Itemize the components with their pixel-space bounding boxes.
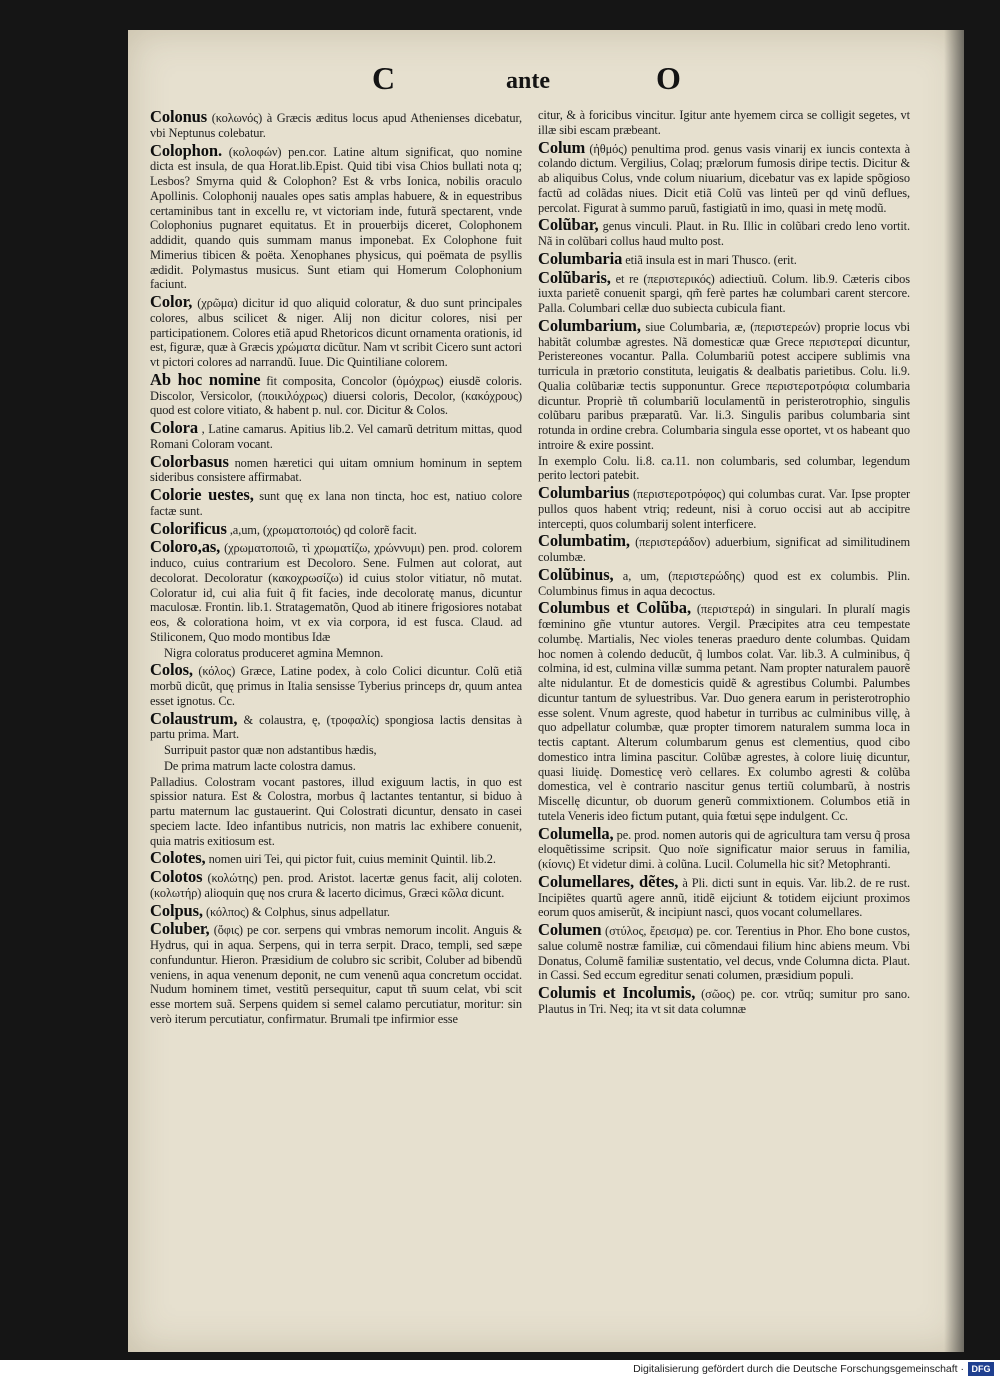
- dictionary-entry: [538, 873, 910, 920]
- dictionary-entry: [150, 486, 522, 519]
- entry-text: etiã insula est in mari Thusco. (erit.: [625, 252, 797, 267]
- entry-headword: Colũbaris,: [538, 267, 611, 287]
- entry-headword: Columbus et Colũba,: [538, 598, 691, 618]
- verse-line: Surripuit pastor quæ non adstantibus hædis,: [164, 743, 377, 757]
- entry-text: fit composita, Concolor (ὁμόχρως) eiusdẽ coloris. Discolor, Versicolor, (ποικιλόχρως) diuersi coloris, Decolor, (κακόχρους) quod est colore vitiato, & habent p. nul. cor. Dicitur & Colos.: [150, 373, 523, 418]
- dictionary-entry: [538, 317, 910, 453]
- entry-text: (χρῶμα) dicitur id quo aliquid coloratur, & duo sunt principales colores, albus scilicet & niger. Alij non dicitur colores, nisi per participationem. Colores etiã apud Rhetoricos dicunt ornamenta orationis, id est, figuræ, quæ à Græcis χρώματα dicũtur. Nam vt scribit Cicero sunt actori vt pictori colores ad narrandũ. Iuue. Dic Quintiliane colorem.: [150, 296, 523, 369]
- entry-text: (κόλος) Græce, Latine podex, à colo Colici dicuntur. Colũ etiã morbũ dicũt, quę primus in Italia sensisse Tyberius princeps dr, quum antea esset ignotus. Cc.: [150, 664, 522, 708]
- entry-headword: Colpus,: [150, 900, 203, 920]
- dictionary-entry: [538, 532, 910, 565]
- verse-line: De prima matrum lacte colostra damus.: [164, 758, 356, 773]
- entry-text: (ἠθμός) penultima prod. genus vasis vinarij ex iuncis contexta à colando dictum. Vergilius, Colaq; prælorum fumosis diripe tectis. Dicitur & ab aliquibus Colus, vnde colum niuarium, dicebatur vas ex lapide spõgioso factũ ad colãdas niues. Dicit etiã Colũ vas linteũ per qd vinũ deflues, percolat. Figurat à summo paruũ, fastigiatũ in imo, quasi in metę modũ.: [538, 141, 911, 215]
- entry-text: (περιστερά) in singulari. In pluralí magis fœminino gñe vtuntur autores. Vergil. Præcipites atra ceu tempestate columbę. Martialis, Nec violes teneras praeduro dente columbas. Quidam hoc nomen à colendo deducũt, q̃ lumbos colat. Var. lib.3. A culminibus, q̃ colmina, id est, culmina villæ summa petant. Nam propter naturalem pauorẽ alte nidulantur. Et de domesticis quidẽ & agrestibus Columbi. Palumbes dicuntur tantum de syluestribus. Var. Duo genera earum in peristerotrophio esse solent. Vnum agreste, quod habetur in turribus ac culminibus villę, à quo adpellatur columbæ, quæ propter timorem naturalem summa loca in tectis captant. Alterum columbarum genus est clementius, quod cibo domestico intra limina pascitur. Colũbæ agrestes, à colore liuię dicuntur, quasi liuidę. Domesticę verò cellares. Ex columbo agresti & colũba domestica, vel è contrario nascitur genus tertiũ columbarũ, à nostris Miscellę dicuntur, ob duorum generũ commixtionem. Columbos etiã in tutela Veneris ideo fictum putant, quia fœtui sępe indulgent. Cc.: [538, 602, 910, 823]
- dictionary-entry: [150, 538, 522, 644]
- dictionary-entry: [150, 520, 522, 538]
- page-edge-shadow: [944, 30, 964, 1352]
- running-head: [128, 60, 964, 104]
- entry-headword: Colorie uestes,: [150, 485, 254, 504]
- dictionary-entry: [150, 142, 522, 293]
- right-column: [538, 108, 910, 1018]
- entry-text: (ὄφις) pe cor. serpens qui vmbras nemorum incolit. Anguis & Hydrus, qui in aqua. Serpens, qui in terra serpit. Draco, templi, sed sæpe confunduntur. Hieron. Præsidium de colubro sic scribit, Coluber ad bibendũ veniens, in aqua venenum deponit, ne cum venenũ aqua concretum occidat. Nudum hominem timet, vestitũ persequitur, caput tñ suum celat, vbi scit esse mortem suã. Serpens quidem si semel calamo percutiatur, moritur: sin verò iterum percutiatur, confirmatur. Brumali tpe infirmior esse: [150, 923, 522, 1026]
- entry-headword: Coluber,: [150, 919, 210, 939]
- entry-text: , Latine camarus. Apitius lib.2. Vel camarũ detritum mittas, quod Romani Coloram vocant.: [150, 422, 522, 451]
- entry-headword: Colora: [150, 418, 198, 437]
- dictionary-entry: [538, 566, 910, 599]
- dictionary-entry: [150, 849, 522, 867]
- dictionary-entry: [538, 984, 910, 1017]
- entry-headword: Colotos: [150, 867, 203, 886]
- dictionary-entry: [538, 599, 910, 823]
- entry-headword: Columbarium,: [538, 315, 641, 335]
- entry-text: (περιστεροτρόφος) qui columbas curat. Var. Ipse propter pullos quos habent vtriq; redeunt, nisi à coruo occisi aut ab accipitre intercepti, quos columbarij solent interficere.: [538, 487, 910, 531]
- dictionary-entry: [150, 902, 522, 920]
- dfg-logo: DFG: [968, 1362, 994, 1376]
- entry-continuation: [150, 775, 522, 849]
- entry-text: pe. prod. nomen autoris qui de agricultura tam versu q̃ prosa eloquẽtissime scripsit. Quo noïe significatur maior seruus in familia, (κίονις) Et videtur dimi. à colũna. Lucil. Columella hic sit? Metophranti.: [538, 827, 911, 871]
- entry-text: (κολώτης) pen. prod. Aristot. lacertæ genus facit, alij coloten. (κολωτήρ) alioquin quę nos crura & lacerto dicimus, Græci κῶλα dicunt.: [150, 871, 522, 900]
- dictionary-entry: [538, 269, 910, 316]
- entry-text: (κολοφών) pen.cor. Latine altum significat, quo nomine dicta est insula, de qua Horat.lib.Epist. Quid tibi visa Chios bullati nota q; Lesbos? Smyrna quid & Colophon? Est & vrbs Ionica, nobilis oraculo Apollinis. Colophonij nauales opes satis amplas habuere, & in equestribus certaminibus tant in excellu re, vt victoriam inde, futurã spectarent, vnde Colophonius pugnaret equitatus. Et in prouerbijs diceret, Colophonem addidit, quando quis summam manus imponebat. Ex Colophone fuit Mimerius tibicen & poëta. Xenophanes physicus, qui poëmata de psyllis ædidit. Polymastus musicus. Sunt etiam qui Homerum Colophonium faciunt.: [150, 144, 523, 292]
- entry-headword: Columis et Incolumis,: [538, 983, 696, 1002]
- entry-text: citur, & à foricibus vincitur. Igitur ante hyemem circa se colligit segetes, vt illæ sibi escam præbeant.: [538, 108, 910, 137]
- entry-text: ,a,um, (χρωματοποιός) qd colorẽ facit.: [229, 522, 417, 537]
- dictionary-entry: [150, 661, 522, 708]
- dictionary-entry: [150, 293, 522, 370]
- entry-headword: Columen: [538, 920, 602, 939]
- entry-text: & colaustra, ę, (τροφαλίς) spongiosa lactis densitas à partu prima. Mart.: [150, 712, 522, 742]
- entry-text: siue Columbaria, æ, (περιστερεών) proprie locus vbi habitãt columbæ agrestes. Nã domesticæ quæ Grece περιστεραί dicuntur, Peristereones vocantur. Palla. Columbariũ potest accipere sublimis vna turricula in prætorio constituta, leuigatis & dealbatis parietibus. Colu. li.9. Qualia colũbariæ tectis supponuntur. Grece περιστεροτρόφια columbaria dicuntur. Propriè tñ columbariũ loculamentũ in peristerotrophio, singulis colũbaru paribus præparatũ. Var. li.3. Singulis paribus columbaria sint rotunda in ordine crebra. Columbaria singula esse oportet, vt os habeant quo introire & exire possint.: [538, 319, 910, 452]
- entry-headword: Colophon.: [150, 140, 223, 160]
- entry-continuation: [538, 108, 910, 138]
- entry-headword: Columellares, dẽtes,: [538, 871, 679, 891]
- entry-text: à Pli. dicti sunt in equis. Var. lib.2. de re rust. Incipiẽtes quartũ agere annũ, itidẽ eijciunt & totidem eijciunt proximos eorum quos amiserũt, & incipiunt nasci, quos vocant columellares.: [538, 875, 910, 920]
- dictionary-entry: [538, 484, 910, 531]
- entry-headword: Colorificus: [150, 518, 227, 538]
- entry-headword: Colotes,: [150, 848, 206, 868]
- dictionary-entry: [150, 453, 522, 486]
- dictionary-entry: [150, 108, 522, 141]
- entry-headword: Colũbar,: [538, 215, 599, 235]
- running-head-middle-word: ante: [506, 68, 550, 94]
- entry-text: nomen hæretici qui uitam omnium hominum in septem sideribus consistere affirmabat.: [150, 455, 522, 485]
- dictionary-entry: [538, 825, 910, 872]
- entry-text: (στύλος, ἔρεισμα) pe. cor. Terentius in Phor. Eho bone custos, salue columẽ nostræ familiæ, cui cõmendaui filium hinc abiens meum. Vbi Donatus, Columẽ familiæ sustentatio, vel decus, vnde Columna dicta. Plaut. in Cassi. Sed eccum egreditur senati columen, præsidium populi.: [538, 924, 911, 983]
- dictionary-entry: [538, 250, 910, 268]
- entry-text: In exemplo Colu. li.8. ca.11. non columbaris, sed columbar, legendum perito lectori patebit.: [538, 453, 910, 483]
- entry-headword: Colonus: [150, 107, 208, 126]
- left-column: [150, 108, 522, 1028]
- entry-text: (χρωματοποιῶ, τὶ χρωματίζω, χρώννυμι) pen. prod. colorem induco, cuius contrarium est Decoloro. Sene. Fulmen aut colorat, aut decolorat. Decoloratur (κακοχρωσίζω) id cuius stolor vitiatur, nõ mutat. Coloratur id, cui alia fuit q̃ fit facies, inde decoloratę manus, dicuntur maculosæ. Frontin. lib.1. Stratagematõn, Quod ab itinere frigosiores notabat eos, & colorationa hoim, vt ex via corpora, id est fusca. Claud. ad Stiliconem, Quo modo montibus Idæ: [150, 541, 523, 644]
- verse-line: Nigra coloratus produceret agmina Memnon.: [164, 645, 384, 660]
- entry-headword: Columbarius: [538, 483, 630, 502]
- entry-text: Palladius. Colostram vocant pastores, illud exiguum lactis, in quo est spissior natura. Est & Colostra, morbus q̃ lactantes tentantur, si biduo à partu maternum lac gustauerint. Qui Colostrati dicuntur, densato in casei speciem lacte. Ideo infantibus nutricis, non matris lac exhibere conuenit, quia matris exitiosum est.: [150, 774, 522, 848]
- entry-headword: Color,: [150, 292, 193, 311]
- entry-text: (περιστεράδον) aduerbium, significat ad similitudinem columbæ.: [538, 535, 911, 564]
- entry-headword: Coloro,as,: [150, 537, 221, 557]
- dictionary-entry: [150, 419, 522, 452]
- digitization-credit: Digitalisierung gefördert durch die Deutsche Forschungsgemeinschaft ·: [633, 1363, 964, 1375]
- entry-headword: Colorbasus: [150, 451, 229, 471]
- entry-headword: Columbatim,: [538, 531, 630, 551]
- entry-text: genus vinculi. Plaut. in Ru. Illic in colũbari credo leno vortit. Nã in colũbari collus haud multo post.: [538, 219, 910, 248]
- entry-headword: Colaustrum,: [150, 708, 238, 728]
- running-head-right-letter: O: [656, 60, 681, 96]
- entry-text: (σῶος) pe. cor. vtrũq; sumitur pro sano. Plautus in Tri. Neq; ita vt sit data columnæ: [538, 987, 911, 1016]
- entry-headword: Colos,: [150, 660, 193, 680]
- entry-headword: Colũbinus,: [538, 564, 614, 584]
- entry-text: (κόλπος) & Colphus, sinus adpellatur.: [205, 904, 390, 919]
- entry-text: et re (περιστερικός) adiectiuũ. Colum. lib.9. Cæteris cibos iuxta parietẽ conuenit spargi, qm̃ ferè partes hæ columbari carent stercore. Palla. Columbari cellæ duo subiecta cubicula fiant.: [538, 271, 910, 315]
- dictionary-entry: [538, 139, 910, 216]
- entry-continuation: [538, 454, 910, 484]
- entry-headword: Columella,: [538, 823, 614, 843]
- dictionary-entry: [150, 710, 522, 743]
- entry-text: a, um, (περιστερώδης) quod est ex columbis. Plin. Columbinus fimus in aqua decoctus.: [538, 568, 910, 598]
- dictionary-entry: [538, 921, 910, 983]
- dictionary-entry: [538, 216, 910, 249]
- dictionary-entry: [150, 371, 522, 418]
- entry-text: (κολωνός) à Græcis æditus locus apud Athenienses dicebatur, vbi Neptunus colebatur.: [150, 111, 522, 140]
- entry-text: nomen uiri Tei, qui pictor fuit, cuius meminit Quintil. lib.2.: [208, 852, 496, 867]
- entry-headword: Ab hoc nomine: [150, 369, 261, 389]
- dictionary-entry: [150, 920, 522, 1026]
- running-head-left-letter: C: [372, 60, 396, 96]
- entry-headword: Colum: [538, 137, 586, 157]
- entry-text: sunt quę ex lana non tincta, hoc est, natiuo colore factæ sunt.: [150, 489, 522, 518]
- entry-headword: Columbaria: [538, 248, 623, 268]
- dictionary-entry: [150, 868, 522, 901]
- book-page: [128, 30, 964, 1352]
